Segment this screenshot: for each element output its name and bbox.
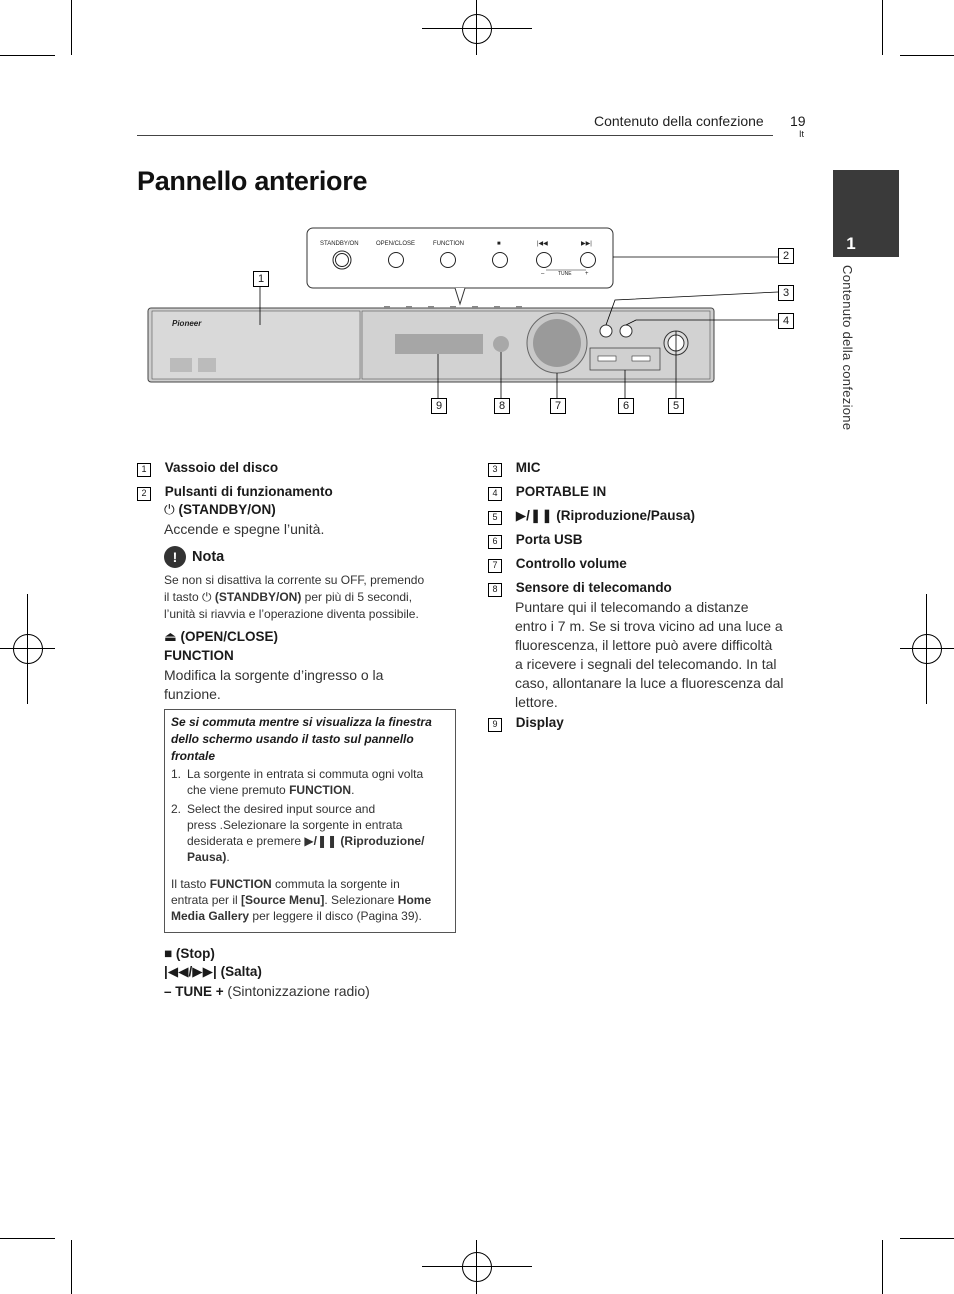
info-step-1: 1. La sorgente in entrata si commuta ogni volta che viene premuto FUNCTION. <box>171 767 424 797</box>
item-label: Display <box>515 715 564 730</box>
callout-3: 3 <box>778 285 794 301</box>
zoom-tune-minus: – <box>541 271 545 277</box>
running-header: Contenuto della confezione <box>594 113 764 129</box>
skip-label: |◀◀/▶▶| (Salta) <box>164 964 262 979</box>
zoom-tune-label: TUNE <box>558 271 572 277</box>
standby-label: ⏻ (STANDBY/ON) <box>164 502 276 517</box>
function-button-icon <box>441 253 456 268</box>
chapter-number: 1 <box>846 233 856 253</box>
item-label: Controllo volume <box>515 556 627 571</box>
callout-2: 2 <box>778 248 794 264</box>
callout-5: 5 <box>668 398 684 414</box>
zoom-label-stop: ■ <box>497 241 501 247</box>
item-number: 9 <box>488 718 502 732</box>
item-label: Pulsanti di funzionamento <box>164 484 333 499</box>
callout-4: 4 <box>778 313 794 329</box>
item-label: Sensore di telecomando <box>515 580 672 595</box>
info-step-2: 2. Select the desired input source and press .Selezionare la sorgente in entrata desiderata e premere ▶/❚❚ (Riproduzione/ Pausa). <box>171 802 425 864</box>
chapter-label: Contenuto della confezione <box>840 265 855 431</box>
item-number: 3 <box>488 463 502 477</box>
list-item <box>488 460 541 477</box>
page-title: Pannello anteriore <box>137 166 368 196</box>
info-box <box>164 709 456 933</box>
callout-8: 8 <box>494 398 510 414</box>
eject-icon: ⏏ <box>164 629 177 644</box>
note-text: Se non si disattiva la corrente su OFF, premendo il tasto ⏻ (STANDBY/ON) per più di 5 secondi, l’unità si riavvia e l’operazione diventa possibile. <box>164 573 425 621</box>
zoom-label-standby: STANDBY/ON <box>320 241 359 247</box>
open-close-button-icon <box>389 253 404 268</box>
portable-in-jack <box>620 325 632 337</box>
mic-jack <box>600 325 612 337</box>
front-panel-diagram <box>140 220 810 420</box>
info-box-title: Se si commuta mentre si visualizza la finestra dello schermo usando il tasto sul pannello frontale <box>171 715 432 763</box>
item-label: Vassoio del disco <box>164 460 279 475</box>
item-number: 2 <box>137 487 151 501</box>
item-number: 1 <box>137 463 151 477</box>
warning-icon: ! <box>164 546 186 568</box>
zoom-label-prev: |◀◀ <box>537 241 548 247</box>
item-number: 4 <box>488 487 502 501</box>
list-item <box>488 532 583 549</box>
list-item <box>137 484 333 501</box>
item-label: Porta USB <box>515 532 583 547</box>
list-item <box>488 484 606 501</box>
zoom-tune-plus: + <box>585 271 589 277</box>
item-label: PORTABLE IN <box>515 484 607 499</box>
item-label: ▶/❚❚ (Riproduzione/Pausa) <box>515 508 696 523</box>
stop-button-icon <box>493 253 508 268</box>
item-number: 6 <box>488 535 502 549</box>
zoom-label-openclose: OPEN/CLOSE <box>376 241 416 247</box>
open-close-label: ⏏ (OPEN/CLOSE) <box>164 629 279 644</box>
power-icon: ⏻ <box>164 502 175 517</box>
callout-1: 1 <box>253 271 269 287</box>
list-item <box>488 715 564 732</box>
list-item <box>137 460 278 477</box>
sensor-desc: Puntare qui il telecomando a distanze entro i 7 m. Se si trova vicino ad una luce a fluorescenza, il lettore può avere difficoltà a ricevere i segnali del telecomando. In tal caso, allontanare la luce a fluorescenza dal lettore. <box>515 599 784 710</box>
item-number: 7 <box>488 559 502 573</box>
power-icon: ⏻ <box>202 590 212 604</box>
language-code: It <box>799 129 805 139</box>
callout-6: 6 <box>618 398 634 414</box>
brand-logo: Pioneer <box>172 319 202 328</box>
tune-label: – TUNE + (Sintonizzazione radio) <box>164 983 370 999</box>
item-number: 5 <box>488 511 502 525</box>
stop-label: ■ (Stop) <box>164 946 215 961</box>
chapter-tab <box>833 170 899 257</box>
display-window <box>395 334 483 354</box>
button-zoom-box <box>307 228 613 288</box>
item-number: 8 <box>488 583 502 597</box>
note-heading: ! Nota <box>164 546 224 568</box>
remote-sensor <box>493 336 509 352</box>
list-item <box>488 556 627 573</box>
list-item <box>488 508 695 525</box>
list-item <box>488 580 672 597</box>
prev-button-icon <box>537 253 552 268</box>
header-rule <box>137 135 773 136</box>
zoom-label-next: ▶▶| <box>581 241 592 247</box>
standby-desc: Accende e spegne l’unità. <box>164 521 325 537</box>
callout-9: 9 <box>431 398 447 414</box>
callout-7: 7 <box>550 398 566 414</box>
next-button-icon <box>581 253 596 268</box>
page-number: 19 <box>790 113 806 129</box>
function-desc: Modifica la sorgente d’ingresso o la funzione. <box>164 667 384 702</box>
item-label: MIC <box>515 460 541 475</box>
zoom-label-function: FUNCTION <box>433 241 464 247</box>
function-label: FUNCTION <box>164 648 234 663</box>
info-paragraph: Il tasto FUNCTION commuta la sorgente in entrata per il [Source Menu]. Selezionare Home Media Gallery per leggere il disco (Pagina 39). <box>171 877 432 923</box>
